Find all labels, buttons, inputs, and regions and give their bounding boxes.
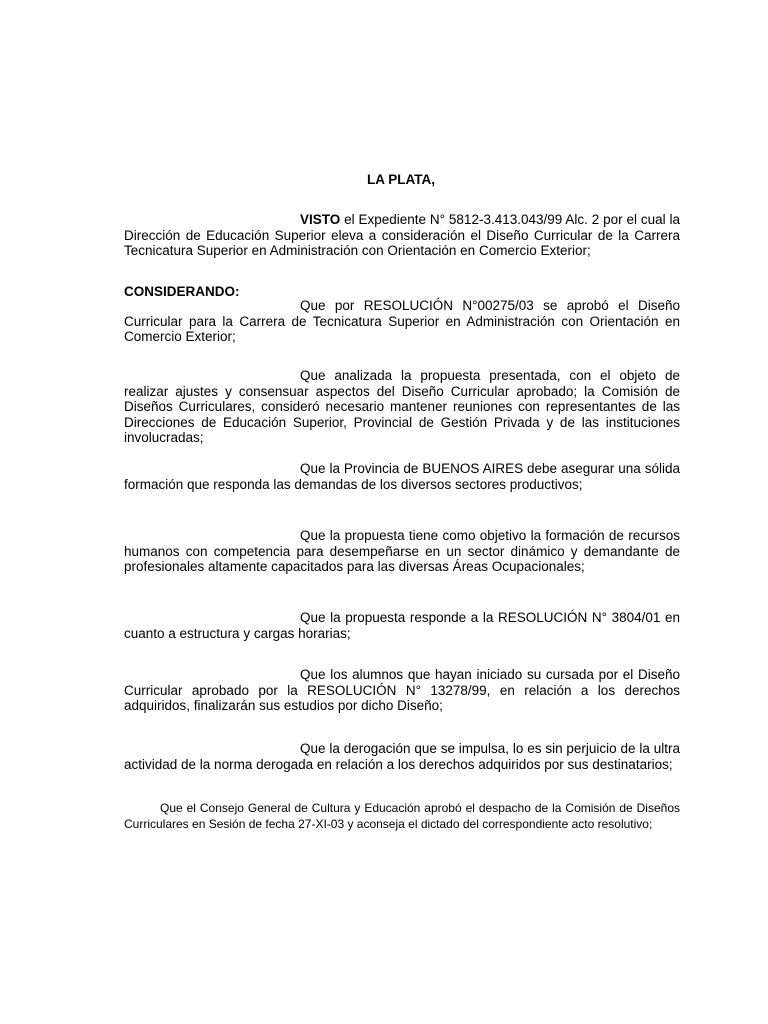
considerando-paragraph-3: Que la Provincia de BUENOS AIRES debe asegurar una sólida formación que responda las demandas de los diversos sectores productivos; bbox=[124, 461, 680, 492]
visto-text: el Expediente N° 5812-3.413.043/99 Alc. 2 por el cual la Dirección de Educación Superior eleva a consideración el Diseño Curricular de la Carrera Tecnicatura Superior en Administración con Orientación en Comercio Exterior; bbox=[124, 212, 680, 259]
considerando-heading: CONSIDERANDO: bbox=[124, 284, 240, 299]
considerando-paragraph-7: Que la derogación que se impulsa, lo es sin perjuicio de la ultra actividad de la norma derogada en relación a los derechos adquiridos por sus destinatarios; bbox=[124, 741, 680, 772]
considerando-paragraph-6: Que los alumnos que hayan iniciado su cursada por el Diseño Curricular aprobado por la RESOLUCIÓN N° 13278/99, en relación a los derechos adquiridos, finalizarán sus estudios por dicho Diseño; bbox=[124, 667, 680, 714]
considerando-paragraph-5: Que la propuesta responde a la RESOLUCIÓN N° 3804/01 en cuanto a estructura y cargas horarias; bbox=[124, 610, 680, 641]
considerando-paragraph-8: Que el Consejo General de Cultura y Educación aprobó el despacho de la Comisión de Diseños Curriculares en Sesión de fecha 27-XI-03 y aconseja el dictado del correspondiente acto resolutivo; bbox=[124, 801, 680, 831]
considerando-paragraph-4: Que la propuesta tiene como objetivo la formación de recursos humanos con competencia para desempeñarse en un sector dinámico y demandante de profesionales altamente capacitados para las diversas Áreas Ocupacionales; bbox=[124, 528, 680, 575]
visto-paragraph bbox=[124, 212, 680, 259]
visto-keyword: VISTO bbox=[300, 212, 341, 227]
considerando-paragraph-2: Que analizada la propuesta presentada, con el objeto de realizar ajustes y consensuar aspectos del Diseño Curricular aprobado; la Comisión de Diseños Curriculares, consideró necesario mantener reuniones con representantes de las Direcciones de Educación Superior, Provincial de Gestión Privada y de las instituciones involucradas; bbox=[124, 368, 680, 446]
considerando-paragraph-1: Que por RESOLUCIÓN N°00275/03 se aprobó el Diseño Curricular para la Carrera de Tecnicatura Superior en Administración con Orientación en Comercio Exterior; bbox=[124, 298, 680, 345]
document-title: LA PLATA, bbox=[367, 172, 435, 187]
